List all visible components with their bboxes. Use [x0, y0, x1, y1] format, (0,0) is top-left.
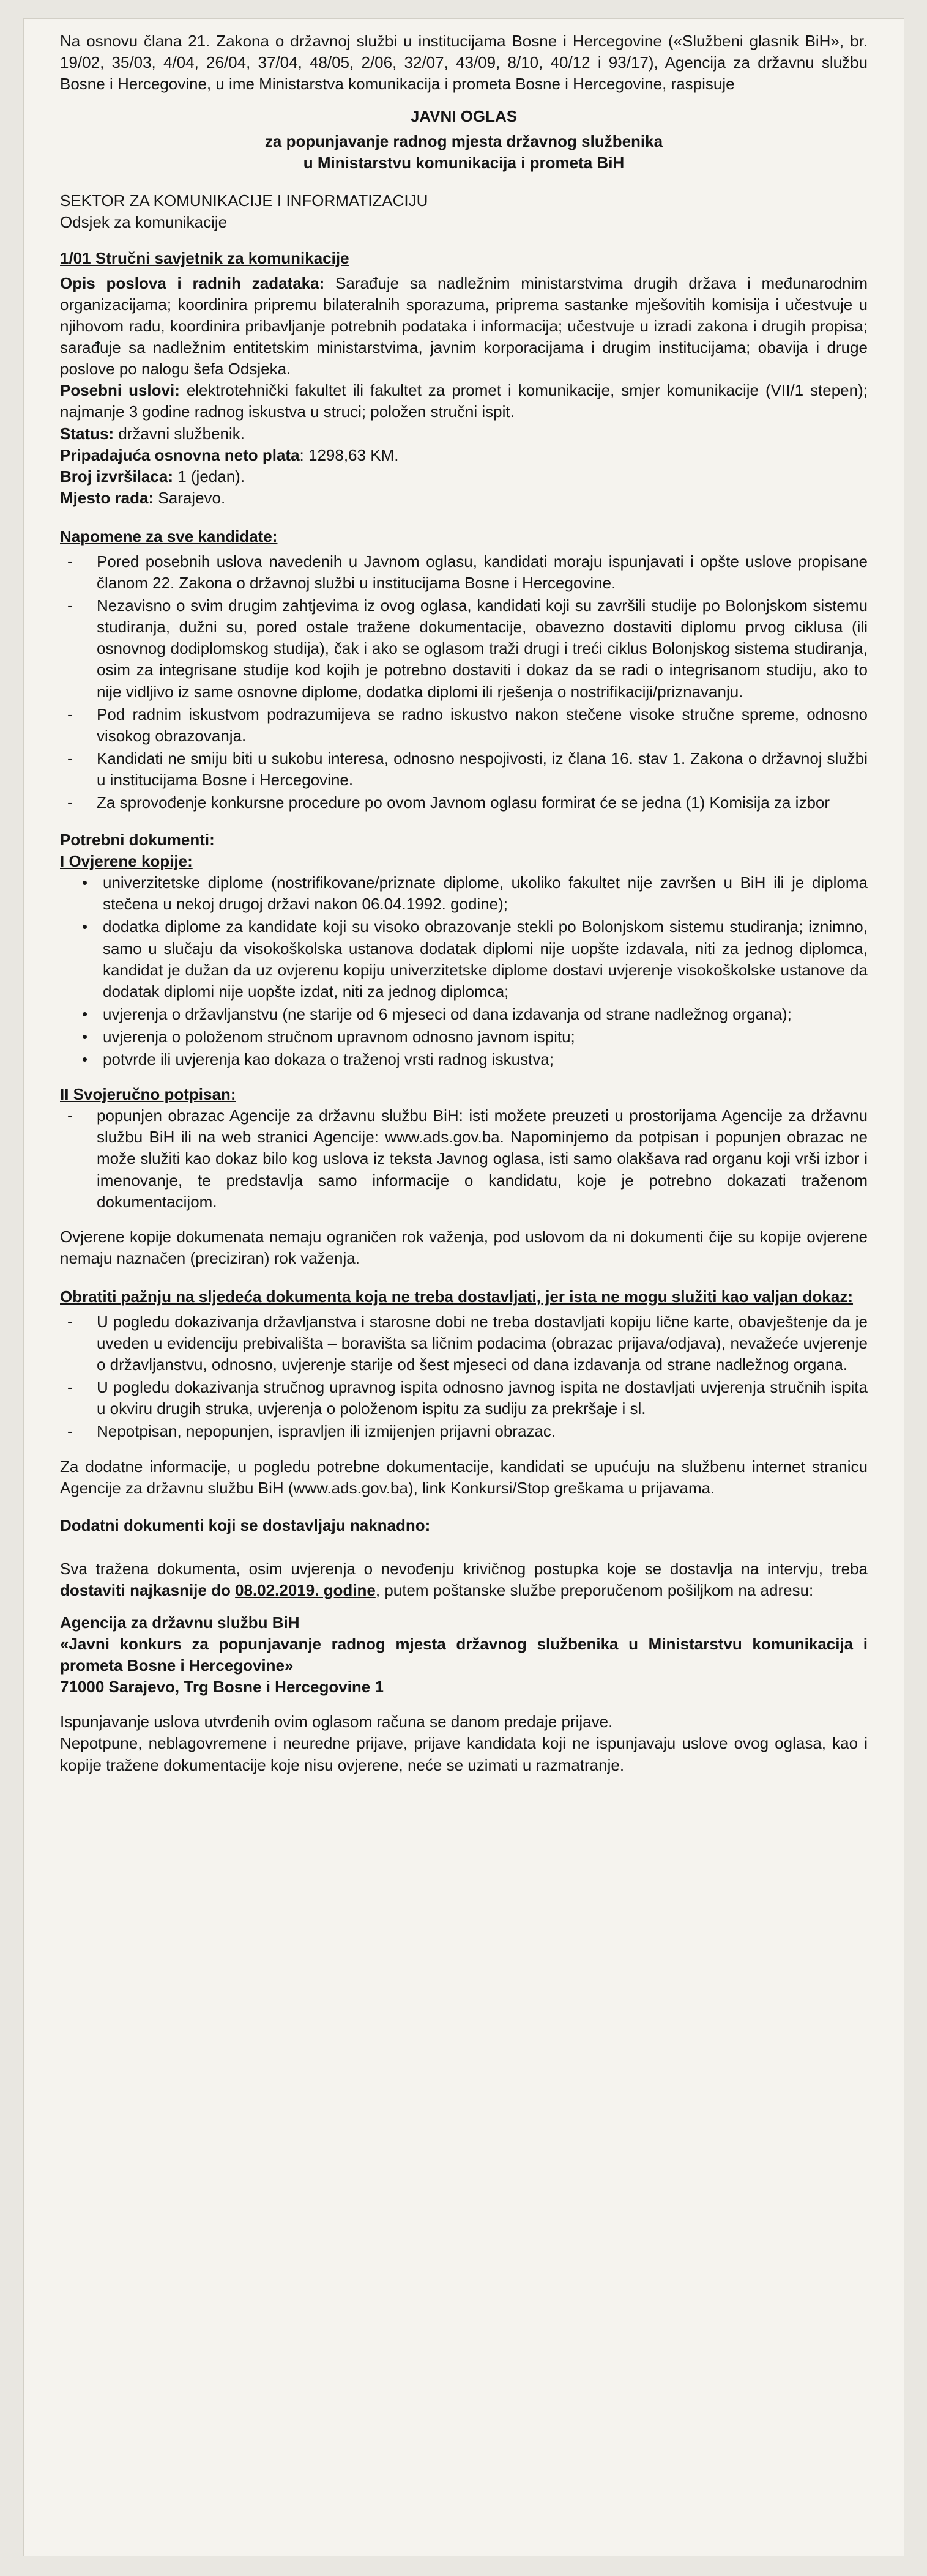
- position-salary: [60, 445, 868, 466]
- list-item: • dodatka diplome za kandidate koji su visoko obrazovanje stekli po Bolonjskom sistemu studiranja; iznimno, samo u slučaju da visokoškolska ustanova dodatak diplomi nije uopšte izdavala, niti za jednog diplomca, kandidat je dužan da uz ovjerenu kopiju univerzitetske diplome dostavi uvjerenje visokoškolske ustanove da dodatak diplomi nije uopšte izdat, niti za jednog diplomca;: [60, 916, 868, 1002]
- status-value: državni službenik.: [114, 424, 245, 443]
- conditions-text: elektrotehnički fakultet ili fakultet za promet i komunikacije, smjer komunikacije (VII/1 stepen); najmanje 3 godine radnog iskustva u struci; položen stručni ispit.: [60, 381, 868, 421]
- count-value: 1 (jedan).: [173, 467, 245, 486]
- signed-title: II Svojeručno potpisan:: [60, 1085, 236, 1104]
- position-duties: [60, 273, 868, 380]
- conditions-label: Posebni uslovi:: [60, 381, 180, 400]
- address-line-2: «Javni konkurs za popunjavanje radnog mjesta državnog službenika u Ministarstvu komunikacija i prometa Bosne i Hercegovine»: [60, 1635, 868, 1675]
- duties-label: Opis poslova i radnih zadataka:: [60, 273, 325, 292]
- status-label: Status:: [60, 424, 114, 443]
- ad-column: [60, 31, 868, 1776]
- address-line-1: Agencija za državnu službu BiH: [60, 1613, 300, 1632]
- invalid-docs-title: Obratiti pažnju na sljedeća dokumenta koja ne treba dostavljati, jer ista ne mogu služiti kao valjan dokaz:: [60, 1287, 854, 1306]
- position-conditions: [60, 380, 868, 423]
- list-item: • uvjerenja o državljanstvu (ne starije od 6 mjeseci od dana izdavanja od strane nadležnog organa);: [60, 1004, 868, 1025]
- signed-list: [60, 1105, 868, 1212]
- location-label: Mjesto rada:: [60, 488, 154, 507]
- salary-label: Pripadajuća osnovna neto plata: [60, 445, 300, 464]
- list-item: - U pogledu dokazivanja stručnog upravnog ispita odnosno javnog ispita ne dostavljati uvjerenja stručnih ispita u okviru drugih struka, uvjerenja o položenom ispitu za sudiju za prekršaje i sl.: [60, 1377, 868, 1419]
- info-note: Za dodatne informacije, u pogledu potrebne dokumentacije, kandidati se upućuju na službenu internet stranicu Agencije za državnu službu BiH (www.ads.gov.ba), link Konkursi/Stop greškama u prijavama.: [60, 1457, 868, 1497]
- footer-line-1: Ispunjavanje uslova utvrđenih ovim oglasom računa se danom predaje prijave.: [60, 1712, 613, 1731]
- additional-docs-title: Dodatni dokumenti koji se dostavljaju naknadno:: [60, 1516, 431, 1534]
- newspaper-page: [23, 18, 904, 2556]
- salary-value: : 1298,63 KM.: [299, 445, 399, 464]
- position-title: 1/01 Stručni savjetnik za komunikacije: [60, 248, 349, 267]
- delivery-text: Sva tražena dokumenta, osim uvjerenja o nevođenju krivičnog postupka koje se dostavlja na intervju, treba: [60, 1559, 868, 1578]
- position-count: [60, 466, 868, 487]
- list-item: - Nezavisno o svim drugim zahtjevima iz ovog oglasa, kandidati koji su završili studije po Bolonjskom sistemu studiranja, dužni su, pored ostale tražene dokumentacije, obavezno dostaviti diplomu prvog ciklusa (ili osnovnog dodiplomskog studija), čak i ako se oglasom traži drugi i treći ciklus Bolonjskog sistema studiranja, osim za integrisane studije kod kojih je potrebno dostaviti i dokaz da se radi o integrisanom studiju, ako to nije vidljivo iz same osnovne diplome, dodatka diplomi ili rješenja o nostrifikaciji/priznavanju.: [60, 595, 868, 702]
- certified-title: I Ovjerene kopije:: [60, 852, 193, 871]
- delivery-paragraph: [60, 1558, 868, 1601]
- ad-subtitle-line-1: za popunjavanje radnog mjesta državnog službenika: [264, 132, 663, 151]
- ad-subtitle-line-2: u Ministarstvu komunikacija i prometa BiH: [303, 154, 625, 172]
- sector-name: SEKTOR ZA KOMUNIKACIJE I INFORMATIZACIJU: [60, 191, 428, 210]
- delivery-text-end: , putem poštanske službe preporučenom pošiljkom na adresu:: [375, 1580, 814, 1599]
- list-item: • univerzitetske diplome (nostrifikovane/priznate diplome, ukoliko fakultet nije završen u BiH ili je diploma stečena u nekoj drugoj državi nakon 06.04.1992. godine);: [60, 872, 868, 915]
- position-status: [60, 423, 868, 445]
- list-item: - Pored posebnih uslova navedenih u Javnom oglasu, kandidati moraju ispunjavati i opšte uslove propisane članom 22. Zakona o državnoj službi u institucijama Bosne i Hercegovine.: [60, 551, 868, 594]
- validity-note: Ovjerene kopije dokumenata nemaju ograničen rok važenja, pod uslovom da ni dokumenti čije su kopije ovjerene nemaju naznačen (preciziran) rok važenja.: [60, 1227, 868, 1267]
- list-item: - Za sprovođenje konkursne procedure po ovom Javnom oglasu formirat će se jedna (1) Komisija za izbor: [60, 792, 868, 813]
- count-label: Broj izvršilaca:: [60, 467, 173, 486]
- list-item: - Pod radnim iskustvom podrazumijeva se radno iskustvo nakon stečene visoke stručne spreme, odnosno visokog obrazovanja.: [60, 704, 868, 747]
- location-value: Sarajevo.: [154, 488, 226, 507]
- list-item: - Nepotpisan, nepopunjen, ispravljen ili izmijenjen prijavni obrazac.: [60, 1421, 868, 1442]
- list-item: • potvrde ili uvjerenja kao dokaza o traženoj vrsti radnog iskustva;: [60, 1049, 868, 1070]
- list-item: - popunjen obrazac Agencije za državnu službu BiH: isti možete preuzeti u prostorijama Agencije za državnu službu BiH ili na web stranici Agencije: www.ads.gov.ba. Napominjemo da potpisan i popunjen obrazac ne može služiti kao dokaz bilo kog uslova iz teksta Javnog oglasa, isti samo olakšava rad organu koji vrši izbor i imenovanje, te predstavlja samo informacije o kandidatu, koje je potrebno dokazati traženom dokumentacijom.: [60, 1105, 868, 1212]
- delivery-deadline-date: 08.02.2019. godine: [235, 1580, 376, 1599]
- certified-list: [60, 872, 868, 1070]
- delivery-deadline-label: dostaviti najkasnije do: [60, 1580, 236, 1599]
- ad-subtitle: [60, 131, 868, 174]
- list-item: - U pogledu dokazivanja državljanstva i starosne dobi ne treba dostavljati kopiju lične karte, obavještenje da je uveden u evidenciju prebivališta – boravišta sa ličnim podacima (obrazac prijava/odjava), nevažeće uvjerenje o državljanstvu, odnosno, uvjerenje starije od šest mjeseci od dana izdavanja od strane nadležnog organa.: [60, 1311, 868, 1375]
- docs-title: Potrebni dokumenti:: [60, 831, 215, 849]
- duties-text: Sarađuje sa nadležnim ministarstvima drugih država i međunarodnim organizacijama; koordinira pripremu bilateralnih sporazuma, priprema sastanke mješovitih komisija i učestvuje u njihovom radu, koordinira pribavljanje potrebnih podataka i informacija; učestvuje u izradi zakona i drugih propisa; sarađuje sa nadležnim entitetskim ministarstvima, javnim korporacijama i drugim institucijama; obavija i druge poslove po nalogu šefa Odsjeka.: [60, 273, 868, 379]
- footer-line-2: Nepotpune, neblagovremene i neuredne prijave, prijave kandidata koji ne ispunjavaju uslove ovog oglasa, kao i kopije tražene dokumentacije koje nisu ovjerene, neće se uzimati u razmatranje.: [60, 1734, 868, 1774]
- ad-title: JAVNI OGLAS: [410, 107, 518, 126]
- intro-paragraph: Na osnovu člana 21. Zakona o državnoj službi u institucijama Bosne i Hercegovine («Službeni glasnik BiH», br. 19/02, 35/03, 4/04, 26/04, 37/04, 48/05, 2/06, 32/07, 43/09, 8/10, 40/12 i 93/17), Agencija za državnu službu Bosne i Hercegovine, u ime Ministarstva komunikacija i prometa Bosne i Hercegovine, raspisuje: [60, 32, 868, 94]
- invalid-docs-list: [60, 1311, 868, 1443]
- position-location: [60, 487, 868, 509]
- address-line-3: 71000 Sarajevo, Trg Bosne i Hercegovine 1: [60, 1678, 384, 1697]
- notes-list: [60, 551, 868, 813]
- list-item: - Kandidati ne smiju biti u sukobu interesa, odnosno nespojivosti, iz člana 16. stav 1. Zakona o državnoj službi u institucijama Bosne i Hercegovine.: [60, 748, 868, 791]
- notes-title: Napomene za sve kandidate:: [60, 527, 278, 546]
- department-name: Odsjek za komunikacije: [60, 212, 228, 231]
- list-item: • uvjerenja o položenom stručnom upravnom odnosno javnom ispitu;: [60, 1026, 868, 1048]
